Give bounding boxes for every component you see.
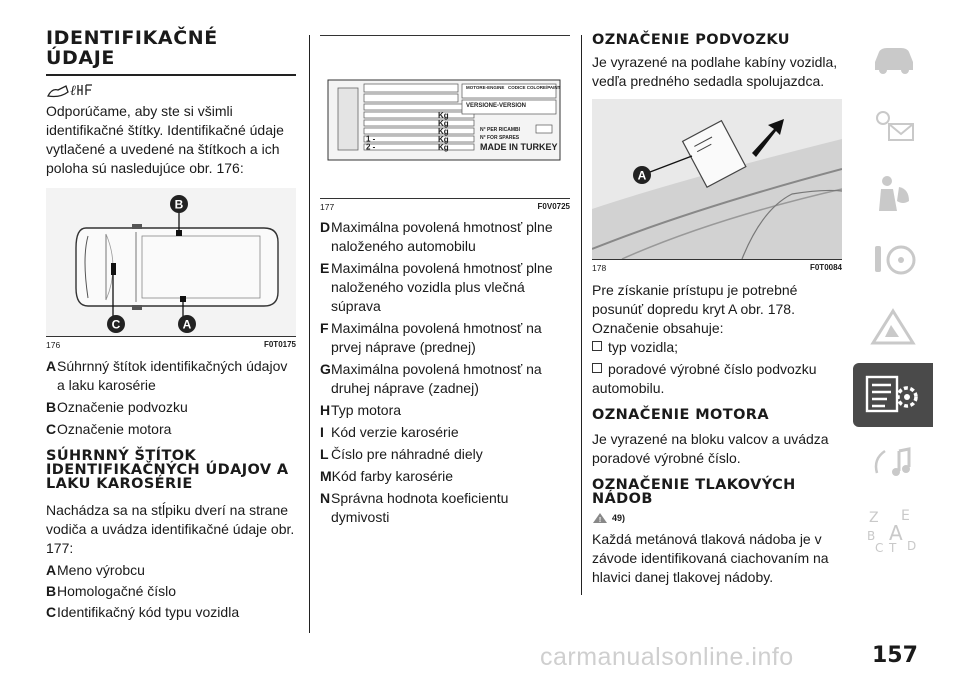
bullet-item: typ vozidla; — [592, 338, 842, 357]
column-1 — [46, 28, 296, 622]
list-item: C Identifikačný kód typu vozidla — [46, 604, 240, 620]
callout-a: A — [182, 317, 192, 332]
plate-motore: MOTORE-ENGINE — [466, 85, 505, 90]
warning-ref — [592, 512, 842, 524]
plate-legend-list — [320, 218, 570, 527]
svg-text:T: T — [889, 541, 897, 554]
svg-text:ℓ: ℓ — [70, 84, 76, 99]
callout-c: C — [111, 317, 121, 332]
plate-kg: Kg — [438, 143, 449, 152]
heading-pressure-vessels: OZNAČENIE TLAKOVÝCH NÁDOB — [592, 477, 796, 507]
section-title: IDENTIFIKAČNÉ ÚDAJE — [46, 27, 218, 69]
plate-kg: Kg — [438, 135, 449, 144]
driving-icon — [869, 240, 917, 280]
callout-b: B — [174, 197, 184, 212]
svg-text:Z: Z — [869, 510, 879, 526]
car-dashboard-icon — [869, 42, 917, 76]
list-item: E Maximálna povolená hmotnosť plne naloženého vozidla plus vlečná súprava — [320, 260, 553, 314]
list-item: B Označenie podvozku — [46, 399, 188, 415]
list-item: I Kód verzie karosérie — [320, 424, 459, 440]
vehicle-top-view-image — [46, 188, 296, 336]
svg-text:D: D — [907, 539, 917, 553]
chassis-floor-image — [592, 99, 842, 259]
access-paragraph: Pre získanie prístupu je potrebné posunúť dopredu kryt A obr. 178. Označenie obsahuje: — [592, 282, 798, 336]
index-icon — [865, 506, 921, 554]
pressure-paragraph: Každá metánová tlaková nádoba je v závode identifikovaná ciachovaním na hlavici danej tlakovej nádoby. — [592, 531, 829, 585]
page-number: 157 — [872, 643, 918, 668]
bullet-list — [592, 338, 842, 398]
summary-paragraph: Nachádza sa na stĺpiku dverí na strane vodiča a uvádza identifikačné údaje obr. 177: — [46, 502, 295, 556]
list-item: H Typ motora — [320, 402, 402, 418]
svg-text:B: B — [867, 529, 876, 543]
callout-a: A — [637, 168, 647, 183]
list-item: C Označenie motora — [46, 421, 172, 437]
svg-text:!: ! — [598, 517, 602, 524]
plate-row-1: 1 - — [366, 134, 376, 144]
warning-icon — [592, 512, 608, 524]
watermark: carmanualsonline.info — [540, 643, 794, 671]
subheading-summary-plate: SÚHRNNÝ ŠTÍTOK IDENTIFIKAČNÝCH ÚDAJOV A LAKU KAROSÉRIE — [46, 448, 289, 492]
list-item: L Číslo pre náhradné diely — [320, 446, 483, 462]
emergency-icon — [869, 307, 917, 347]
figure-code: F0T0175 — [263, 340, 296, 349]
list-item: N Správna hodnota koeficientu dymivosti — [320, 490, 509, 525]
warning-lights-icon — [869, 106, 917, 146]
tab-dashboard[interactable] — [853, 28, 933, 90]
tab-multimedia[interactable] — [853, 432, 933, 494]
tab-driving[interactable] — [853, 229, 933, 291]
list-item: A Súhrnný štítok identifikačných údajov a laku karosérie — [46, 358, 288, 393]
figure-code: F0V0725 — [537, 202, 570, 211]
figure-caption — [592, 263, 842, 273]
figure-code: F0T0084 — [809, 263, 842, 272]
legend-list — [46, 357, 296, 439]
figure-number: 178 — [592, 263, 607, 273]
title-rule — [46, 74, 296, 76]
column-divider — [581, 35, 582, 595]
multimedia-icon — [869, 443, 917, 483]
figure-number: 176 — [46, 340, 61, 350]
plate-row-2: 2 - — [366, 142, 376, 152]
plate-ricambi: N° PER RICAMBI — [480, 127, 521, 133]
list-item: F Maximálna povolená hmotnosť na prvej náprave (prednej) — [320, 320, 542, 355]
figure-178 — [592, 99, 842, 260]
technical-data-icon — [863, 373, 923, 417]
tab-technical-data[interactable] — [853, 363, 933, 427]
warning-reference: 49) — [612, 513, 626, 523]
heading-engine: OZNAČENIE MOTORA — [592, 407, 769, 423]
figure-caption — [320, 202, 570, 212]
figure-177 — [320, 36, 570, 199]
checkbox-bullet-icon — [592, 363, 602, 373]
plate-codice: CODICE COLORE/PAINT — [508, 85, 561, 90]
svg-text:C: C — [875, 541, 884, 554]
column-2 — [320, 35, 570, 527]
plate-kg: Kg — [438, 127, 449, 136]
figure-caption — [46, 340, 296, 350]
heading-chassis: OZNAČENIE PODVOZKU — [592, 32, 790, 48]
plate-list — [46, 561, 296, 622]
plate-kg: Kg — [438, 111, 449, 120]
svg-text:A: A — [889, 521, 903, 545]
column-divider — [309, 35, 310, 633]
chapter-tabs — [853, 28, 933, 566]
checkbox-bullet-icon — [592, 341, 602, 351]
tab-warning-lights[interactable] — [853, 95, 933, 157]
engine-paragraph: Je vyrazené na bloku valcov a uvádza poradové výrobné číslo. — [592, 431, 829, 466]
tab-index[interactable] — [853, 499, 933, 561]
tab-emergency[interactable] — [853, 296, 933, 358]
intro-paragraph: Odporúčame, aby ste si všimli identifikačné štítky. Identifikačné údaje vytlačené a uvedené na štítkoch a ich poloha sú nasledujúce obr. 176: — [46, 103, 284, 176]
svg-text:E: E — [901, 508, 910, 524]
id-plate-image — [320, 36, 570, 198]
column-3 — [592, 33, 842, 587]
figure-176 — [46, 188, 296, 337]
plate-kg: Kg — [438, 119, 449, 128]
tab-safety[interactable] — [853, 162, 933, 224]
plate-spares: N° FOR SPARES — [480, 135, 520, 141]
chassis-paragraph: Je vyrazené na podlahe kabíny vozidla, vedľa predného sedadla spolujazdca. — [592, 54, 838, 89]
safety-icon — [869, 173, 917, 213]
plate-versione: VERSIONE-VERSION — [466, 103, 527, 109]
list-item: G Maximálna povolená hmotnosť na druhej náprave (zadnej) — [320, 361, 542, 396]
list-item: M Kód farby karosérie — [320, 468, 454, 484]
manual-icon — [46, 80, 296, 102]
list-item: A Meno výrobcu — [46, 562, 145, 578]
bullet-item: poradové výrobné číslo podvozku automobilu. — [592, 361, 817, 396]
list-item: B Homologačné číslo — [46, 583, 177, 599]
list-item: D Maximálna povolená hmotnosť plne naloženého automobilu — [320, 219, 553, 254]
plate-made-in: MADE IN TURKEY — [480, 142, 558, 152]
figure-number: 177 — [320, 202, 335, 212]
